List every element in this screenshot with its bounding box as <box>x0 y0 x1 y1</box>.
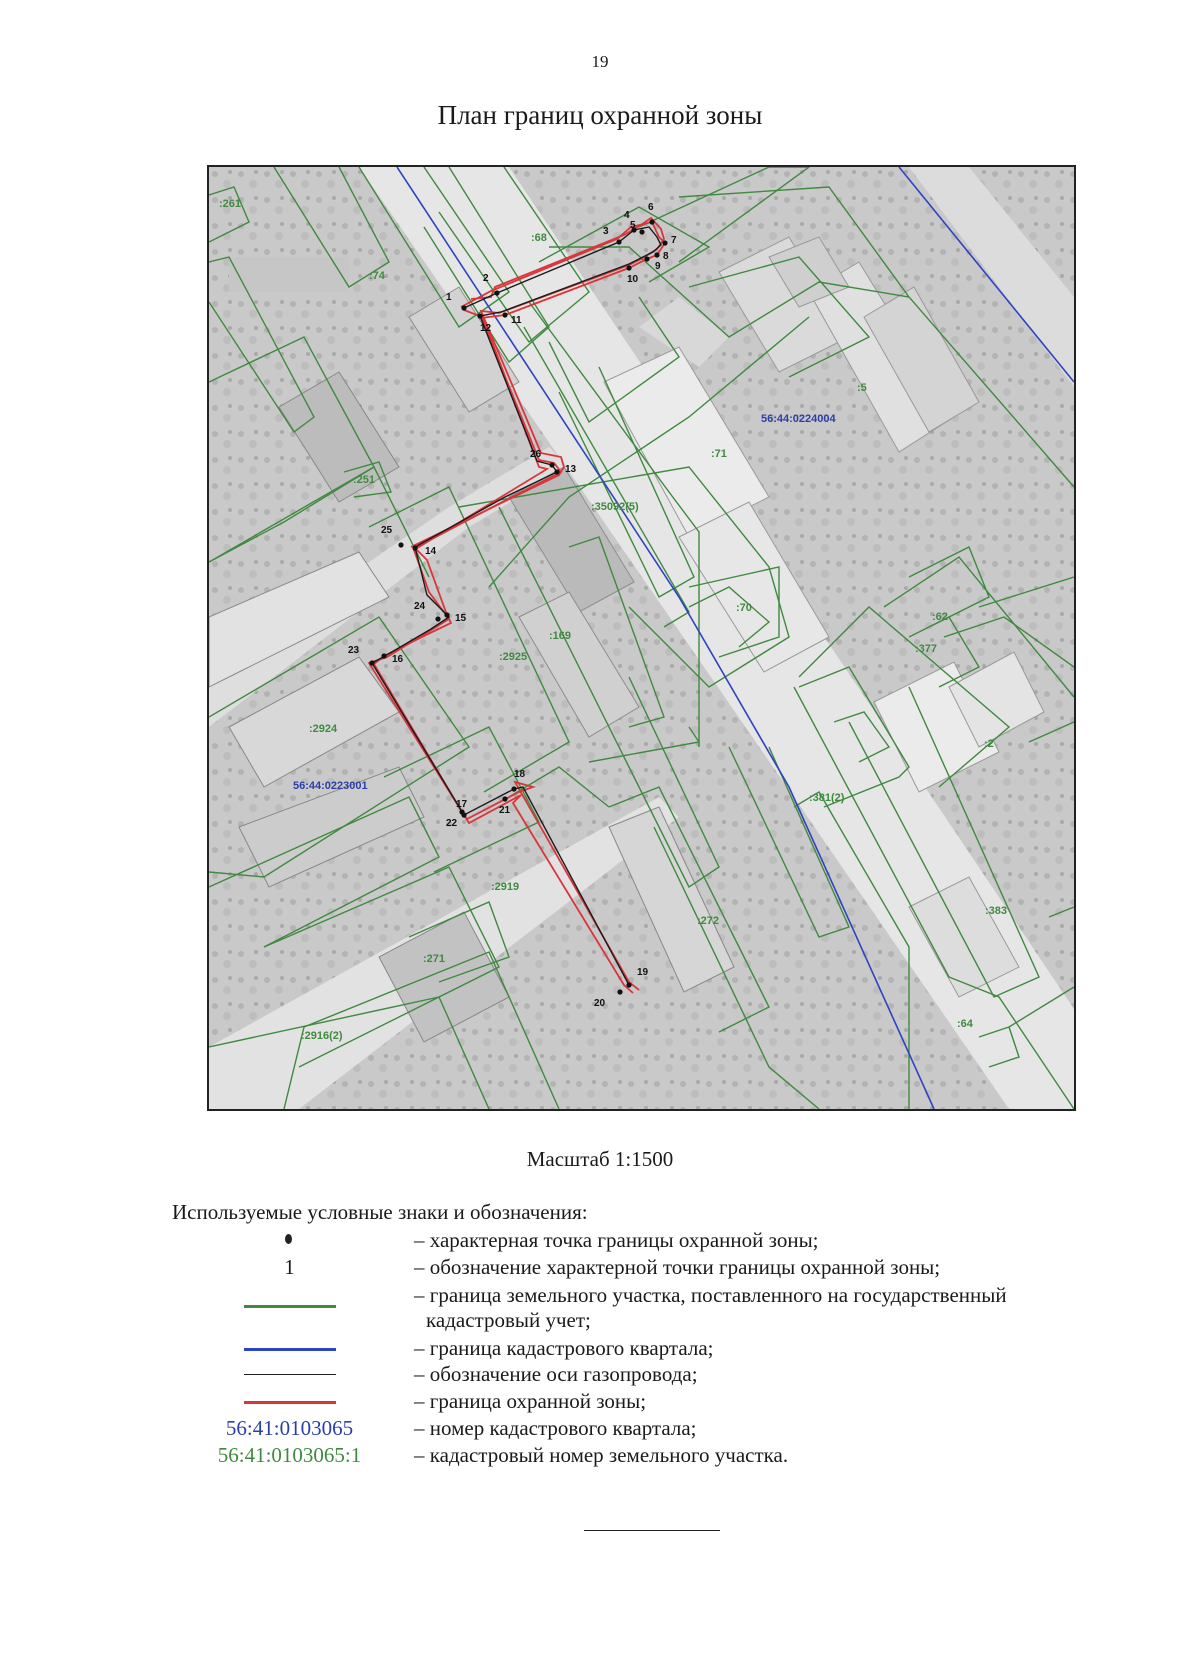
zone-point-26 <box>549 462 554 467</box>
parcel-label: :2919 <box>491 881 520 893</box>
map-frame[interactable] <box>207 165 1076 1111</box>
zone-point-number-4: 4 <box>624 210 630 221</box>
parcel-label: :2925 <box>499 651 528 663</box>
zone-point-3 <box>616 239 621 244</box>
zone-point-number-3: 3 <box>603 226 609 237</box>
zone-point-9 <box>644 256 649 261</box>
black-line-icon <box>244 1374 336 1375</box>
closing-divider <box>584 1530 720 1531</box>
legend-item-point <box>172 1228 1132 1254</box>
zone-point-5 <box>639 229 644 234</box>
legend-item-protection-zone <box>172 1389 1132 1415</box>
zone-point-number-7: 7 <box>671 235 677 246</box>
zone-point-number-13: 13 <box>565 464 577 475</box>
blue-line-icon <box>244 1348 336 1351</box>
legend-text: – граница охранной зоны; <box>414 1389 647 1413</box>
parcel-label: :2916(2) <box>301 1030 343 1042</box>
parcel-label: :381(2) <box>809 792 845 804</box>
zone-point-16 <box>381 653 386 658</box>
zone-point-number-15: 15 <box>455 613 467 624</box>
parcel-label: :68 <box>531 232 547 244</box>
legend-item-parcel-number <box>172 1443 1132 1469</box>
zone-point-12 <box>477 313 482 318</box>
legend-symbol <box>172 1362 407 1388</box>
legend-text: – характерная точка границы охранной зоны; <box>414 1228 819 1252</box>
parcel-label: :5 <box>857 382 867 394</box>
zone-point-number-23: 23 <box>348 645 360 656</box>
zone-point-number-6: 6 <box>648 202 654 213</box>
zone-point-22 <box>459 809 464 814</box>
zone-point-number-14: 14 <box>425 546 437 557</box>
legend-symbol <box>172 1283 407 1309</box>
page-title: План границ охранной зоны <box>437 100 763 130</box>
parcel-label: :251 <box>353 474 376 486</box>
cadastral-map[interactable] <box>209 167 1074 1109</box>
legend-text: – граница земельного участка, поставленного на государственный <box>414 1283 1007 1307</box>
legend-symbol: 56:41:0103065 <box>225 1416 354 1440</box>
zone-point-13 <box>554 469 559 474</box>
legend-text: – граница кадастрового квартала; <box>414 1336 714 1360</box>
legend-text-continued: кадастровый учет; <box>426 1308 591 1332</box>
page-number: 19 <box>591 52 609 71</box>
zone-point-7 <box>662 240 667 245</box>
zone-point-18 <box>511 786 516 791</box>
legend-item-parcel-boundary <box>172 1283 1132 1335</box>
parcel-label: :71 <box>711 448 727 460</box>
parcel-label: :383 <box>985 905 1008 917</box>
zone-point-number-10: 10 <box>627 274 639 285</box>
parcel-label: :74 <box>369 270 385 282</box>
zone-point-21 <box>502 796 507 801</box>
zone-point-number-16: 16 <box>392 654 404 665</box>
zone-point-number-8: 8 <box>663 251 669 262</box>
zone-point-number-5: 5 <box>630 220 636 231</box>
zone-point-number-9: 9 <box>655 261 661 272</box>
parcel-label: :272 <box>697 915 720 927</box>
zone-point-19 <box>626 982 631 987</box>
parcel-label: :261 <box>219 198 242 210</box>
zone-point-number-1: 1 <box>446 292 452 303</box>
zone-point-23 <box>369 660 374 665</box>
zone-point-1 <box>461 305 466 310</box>
zone-point-11 <box>502 312 507 317</box>
zone-point-15 <box>444 612 449 617</box>
legend-text: – номер кадастрового квартала; <box>414 1416 697 1440</box>
red-line-icon <box>244 1401 336 1404</box>
zone-point-number-18: 18 <box>514 769 526 780</box>
zone-point-number-20: 20 <box>594 998 606 1009</box>
zone-point-25 <box>398 542 403 547</box>
legend-item-quarter-number <box>172 1416 1132 1442</box>
legend-symbol: 1 <box>284 1255 295 1279</box>
parcel-label: :2 <box>984 738 994 750</box>
zone-point-number-24: 24 <box>414 601 426 612</box>
parcel-label: :271 <box>423 953 446 965</box>
legend-symbol <box>172 1228 407 1254</box>
map-scale: Масштаб 1:1500 <box>526 1147 674 1171</box>
zone-point-2 <box>494 290 499 295</box>
legend-symbol <box>172 1336 407 1362</box>
zone-point-number-25: 25 <box>381 525 393 536</box>
green-line-icon <box>244 1305 336 1308</box>
zone-point-6 <box>649 219 654 224</box>
parcel-label: :377 <box>915 643 938 655</box>
parcel-label: :70 <box>736 602 752 614</box>
zone-point-number-26: 26 <box>530 449 542 460</box>
parcel-label: :62 <box>932 611 948 623</box>
parcel-label: :169 <box>549 630 572 642</box>
zone-point-14 <box>412 545 417 550</box>
zone-point-number-12: 12 <box>480 323 492 334</box>
legend-item-point-number <box>172 1255 1132 1281</box>
legend-title: Используемые условные знаки и обозначения: <box>172 1200 588 1224</box>
zone-point-10 <box>626 265 631 270</box>
legend-text: – обозначение характерной точки границы охранной зоны; <box>414 1255 941 1279</box>
zone-point-number-17: 17 <box>456 799 468 810</box>
zone-point-number-19: 19 <box>637 967 649 978</box>
zone-point-number-11: 11 <box>511 315 522 326</box>
legend-symbol <box>172 1389 407 1415</box>
legend-text: – кадастровый номер земельного участка. <box>414 1443 789 1467</box>
legend-text: – обозначение оси газопровода; <box>414 1362 698 1386</box>
point-symbol-icon <box>285 1234 292 1244</box>
parcel-label: :64 <box>957 1018 973 1030</box>
legend-item-gas-axis <box>172 1362 1132 1388</box>
legend-symbol: 56:41:0103065:1 <box>217 1443 362 1467</box>
zone-point-24 <box>435 616 440 621</box>
quarter-label: 56:44:0223001 <box>293 780 368 792</box>
zone-point-number-21: 21 <box>499 805 511 816</box>
parcel-label: :2924 <box>309 723 338 735</box>
zone-point-number-2: 2 <box>483 273 489 284</box>
parcel-label: :35092(5) <box>591 501 639 513</box>
legend-item-quarter-boundary <box>172 1336 1132 1362</box>
quarter-label: 56:44:0224004 <box>761 413 836 425</box>
zone-point-8 <box>654 252 659 257</box>
zone-point-number-22: 22 <box>446 818 458 829</box>
zone-point-20 <box>617 989 622 994</box>
